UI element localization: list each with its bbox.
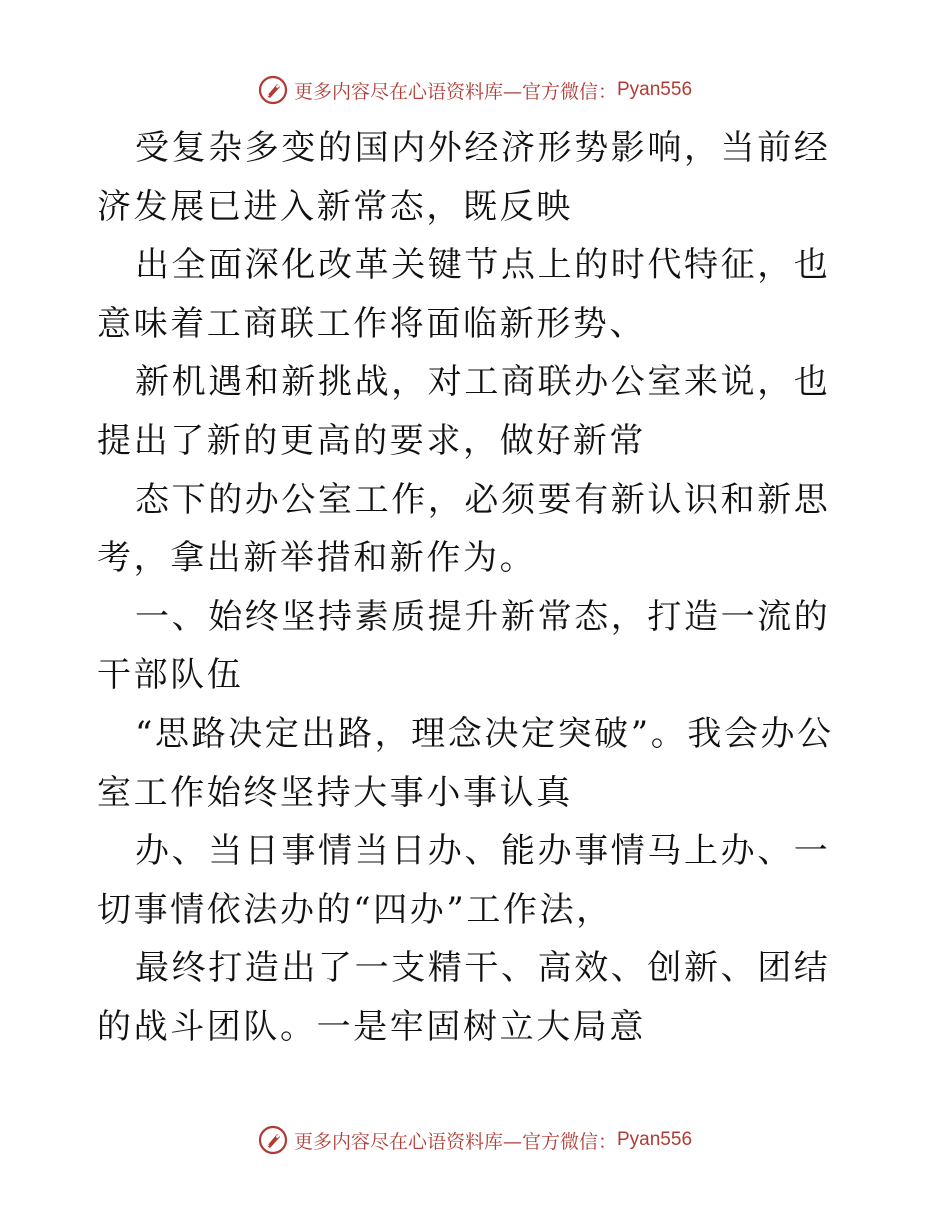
paragraph-5: “思路决定出路，理念决定突破”。我会办公室工作始终坚持大事小事认真: [97, 713, 834, 813]
paragraph-7: 最终打造出了一支精干、高效、创新、团结的战斗团队。一是牢固树立大局意: [97, 948, 831, 1047]
paragraph-4: 态下的办公室工作，必须要有新认识和新思考，拿出新举措和新作为。: [97, 479, 831, 579]
section-heading-1: 一、始终坚持素质提升新常态，打造一流的干部队伍: [97, 596, 831, 696]
watermark-wechat-id: Pyan556: [617, 1129, 693, 1150]
footer-watermark: [0, 1120, 950, 1160]
pen-nib-logo-icon: [258, 75, 288, 105]
paragraph-1: 受复杂多变的国内外经济形势影响，当前经济发展已进入新常态，既反映: [97, 128, 831, 227]
document-body: [97, 119, 853, 1057]
watermark-text: 更多内容尽在心语资料库—官方微信：: [293, 80, 617, 103]
watermark-text: 更多内容尽在心语资料库—官方微信：: [293, 1130, 617, 1153]
header-watermark: [0, 70, 950, 110]
paragraph-2: 出全面深化改革关键节点上的时代特征，也意味着工商联工作将面临新形势、: [97, 245, 831, 344]
watermark-wechat-id: Pyan556: [617, 79, 693, 100]
paragraph-6: 办、当日事情当日办、能办事情马上办、一切事情依法办的“四办”工作法，: [97, 831, 831, 930]
pen-nib-logo-icon: [258, 1125, 288, 1155]
paragraph-3: 新机遇和新挑战，对工商联办公室来说，也提出了新的更高的要求，做好新常: [97, 362, 831, 461]
